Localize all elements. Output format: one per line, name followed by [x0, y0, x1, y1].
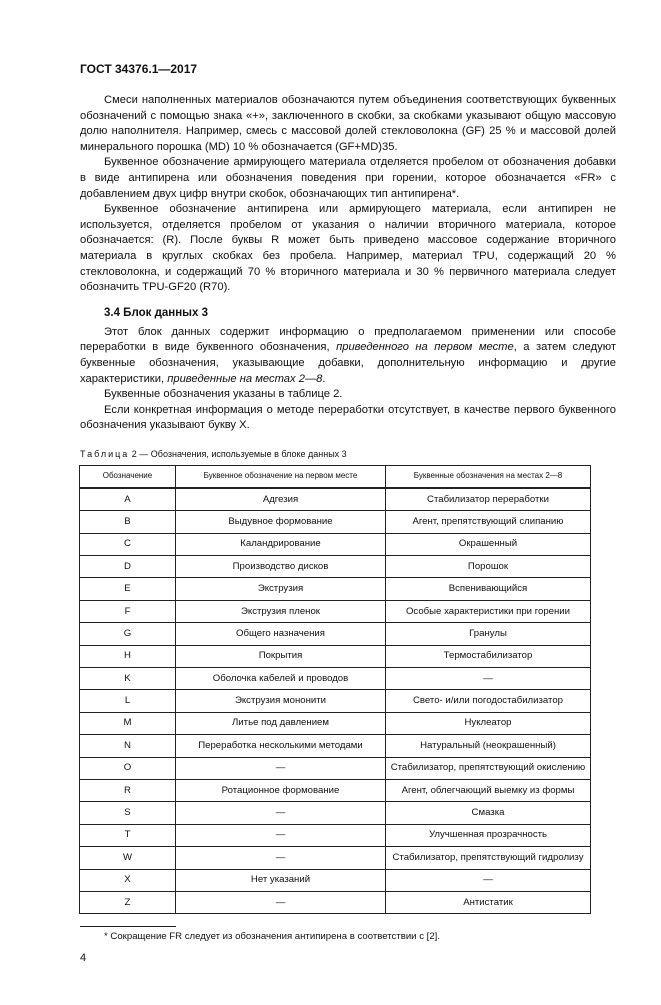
document-header: ГОСТ 34376.1—2017	[80, 62, 198, 76]
table-cell: —	[386, 869, 591, 891]
table-cell: Агент, облегчающий выемку из формы	[386, 779, 591, 801]
table-row	[80, 891, 591, 913]
table-row	[80, 712, 591, 734]
table-cell: N	[80, 735, 176, 757]
designations-table	[79, 465, 591, 914]
table-cell: D	[80, 556, 176, 578]
paragraph-text: , а затем следуют буквенные обозначения, указывающие добавки, дополнительную информацию и другие характеристики,	[80, 341, 616, 385]
table-cell: E	[80, 578, 176, 600]
table-caption	[80, 448, 616, 460]
table-cell: K	[80, 668, 176, 690]
table-row	[80, 802, 591, 824]
table-cell: B	[80, 511, 176, 533]
table-cell: —	[176, 891, 386, 913]
table-cell: Антистатик	[386, 891, 591, 913]
table-cell: Свето- и/или погодостабилизатор	[386, 690, 591, 712]
paragraph: Буквенное обозначение антипирена или армирующего материала, если антипирен не используется, отделяется пробелом от указания о наличии вторичного материала, которое обозначается: (R). После буквы R может быть приведено массовое содержание вторичного материала в круглых скобках без пробела. Например, материал TPU, содержащий 20 % стекловолокна, и содержащий 70 % вторичного материала и 30 % первичного материала следует обозначить TPU-GF20 (R70).	[80, 203, 616, 294]
table-cell: Стабилизатор, препятствующий гидролизу	[386, 847, 591, 869]
table-cell: Порошок	[386, 556, 591, 578]
table-cell: Вспенивающийся	[386, 578, 591, 600]
table-cell: Выдувное формование	[176, 511, 386, 533]
table-cell: Агент, препятствующий слипанию	[386, 511, 591, 533]
footnote: * Сокращение FR следует из обозначения антипирена в соответствии с [2].	[104, 931, 440, 943]
table-cell: A	[80, 488, 176, 511]
table-row	[80, 533, 591, 555]
table-header-cell: Буквенные обозначения на местах 2—8	[386, 465, 591, 488]
table-header-cell: Буквенное обозначение на первом месте	[176, 465, 386, 488]
table-cell: —	[176, 847, 386, 869]
paragraph	[80, 325, 616, 387]
table-cell: F	[80, 600, 176, 622]
table-cell: Экструзия мононити	[176, 690, 386, 712]
table-row	[80, 869, 591, 891]
table-row	[80, 847, 591, 869]
table-cell: Экструзия	[176, 578, 386, 600]
table-cell: Стабилизатор, препятствующий окислению	[386, 757, 591, 779]
paragraph-italic-text: приведенные на местах 2—8	[167, 372, 323, 385]
paragraph: Буквенные обозначения указаны в таблице 2.	[104, 388, 343, 401]
table-row	[80, 690, 591, 712]
table-cell: S	[80, 802, 176, 824]
table-cell: G	[80, 623, 176, 645]
table-header-row	[80, 465, 591, 488]
table-cell: —	[176, 757, 386, 779]
paragraph-text: .	[322, 372, 326, 385]
page-number: 4	[80, 952, 87, 965]
table-row	[80, 735, 591, 757]
table-caption-text: 2 — Обозначения, используемые в блоке данных 3	[129, 448, 347, 459]
table-cell: Нуклеатор	[386, 712, 591, 734]
table-cell: L	[80, 690, 176, 712]
table-cell: Общего назначения	[176, 623, 386, 645]
table-cell: Производство дисков	[176, 556, 386, 578]
table-cell: Термостабилизатор	[386, 645, 591, 667]
table-row	[80, 578, 591, 600]
table-cell: —	[176, 824, 386, 846]
table-row	[80, 488, 591, 511]
table-cell: Смазка	[386, 802, 591, 824]
table-cell: Экструзия пленок	[176, 600, 386, 622]
table-caption-word: Таблица	[80, 448, 130, 459]
table-cell: O	[80, 757, 176, 779]
table-cell: C	[80, 533, 176, 555]
table-row	[80, 824, 591, 846]
table-cell: H	[80, 645, 176, 667]
table-cell: Каландрирование	[176, 533, 386, 555]
table-cell: M	[80, 712, 176, 734]
table-cell: T	[80, 824, 176, 846]
table-cell: R	[80, 779, 176, 801]
table-cell: Стабилизатор переработки	[386, 488, 591, 511]
table-cell: Натуральный (неокрашенный)	[386, 735, 591, 757]
table-cell: Литье под давлением	[176, 712, 386, 734]
table-cell: W	[80, 847, 176, 869]
paragraph-italic-text: приведенного на первом месте	[336, 341, 514, 354]
paragraph: Буквенное обозначение армирующего материала отделяется пробелом от обозначения добавки в виде антипирена или обозначения поведения при горении, которое обозначается «FR» с добавлением двух цифр внутри скобок, обозначающих тип антипирена*.	[80, 156, 616, 200]
table-row	[80, 779, 591, 801]
table-cell: —	[386, 668, 591, 690]
table-cell: Гранулы	[386, 623, 591, 645]
table-cell: —	[176, 802, 386, 824]
table-header-cell: Обозначение	[80, 465, 176, 488]
table-cell: Нет указаний	[176, 869, 386, 891]
table-cell: Переработка несколькими методами	[176, 735, 386, 757]
table-cell: X	[80, 869, 176, 891]
section-title: 3.4 Блок данных 3	[104, 306, 208, 319]
table-cell: Адгезия	[176, 488, 386, 511]
table-row	[80, 668, 591, 690]
table-row	[80, 645, 591, 667]
table-cell: Особые характеристики при горении	[386, 600, 591, 622]
table-row	[80, 623, 591, 645]
table-row	[80, 511, 591, 533]
table-row	[80, 556, 591, 578]
table-cell: Улучшенная прозрачность	[386, 824, 591, 846]
table-cell: Z	[80, 891, 176, 913]
paragraph-text: Этот блок данных содержит информацию о предполагаемом применении или способе переработки в виде буквенного обозначения,	[80, 325, 616, 354]
table-cell: Ротационное формование	[176, 779, 386, 801]
footnote-divider	[80, 926, 176, 927]
table-row	[80, 757, 591, 779]
table-cell: Оболочка кабелей и проводов	[176, 668, 386, 690]
table-cell: Окрашенный	[386, 533, 591, 555]
paragraph: Если конкретная информация о методе переработки отсутствует, в качестве первого буквенного обозначения указывают букву X.	[80, 403, 616, 432]
table-cell: Покрытия	[176, 645, 386, 667]
paragraph: Смеси наполненных материалов обозначаются путем объединения соответствующих буквенных обозначений с помощью знака «+», заключенного в скобки, за скобками указывают общую массовую долю наполнителя. Например, смесь с массовой долей стекловолокна (GF) 25 % и массовой долей минерального порошка (MD) 10 % обозначается (GF+MD)35.	[80, 94, 616, 153]
table-row	[80, 600, 591, 622]
